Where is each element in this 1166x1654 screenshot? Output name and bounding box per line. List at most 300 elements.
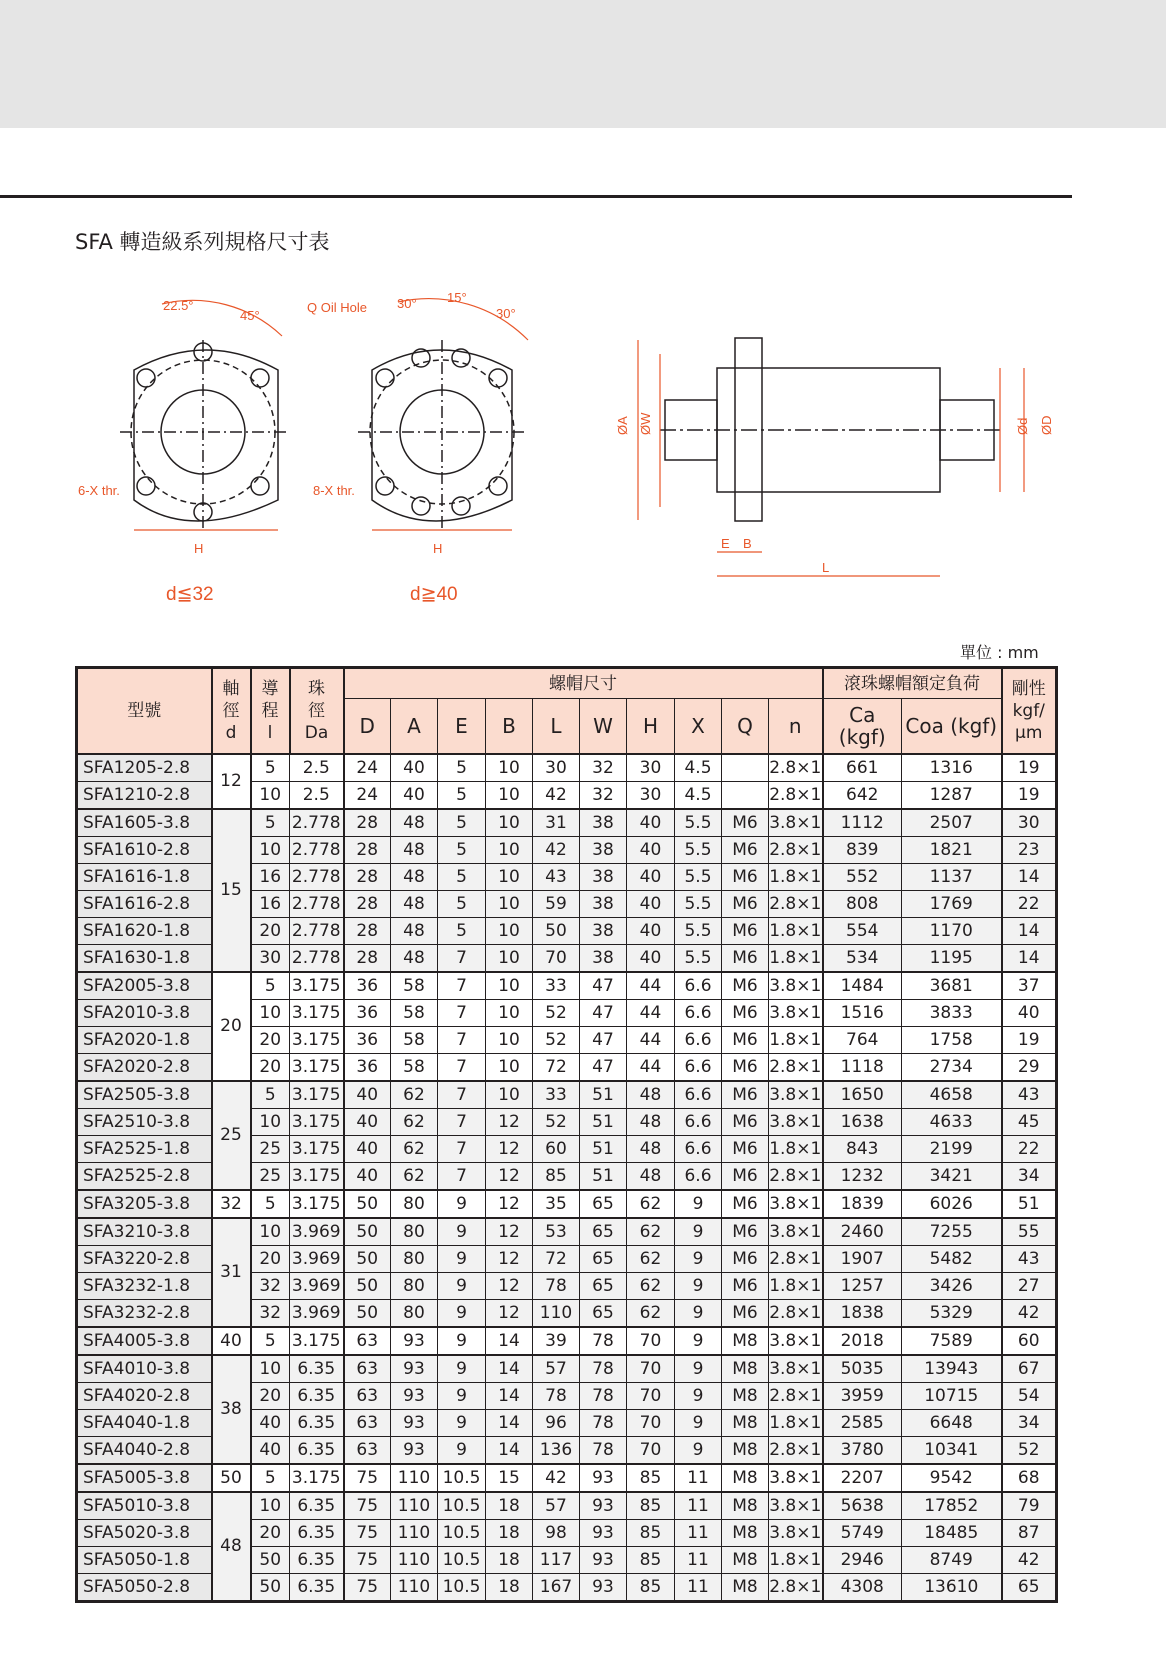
value-cell: 2.8×1 <box>769 781 823 809</box>
value-cell: 43 <box>1002 1081 1057 1109</box>
value-cell: 6.35 <box>290 1573 344 1601</box>
value-cell: 5 <box>438 863 486 890</box>
value-cell: 30 <box>251 944 290 972</box>
dim-label: E <box>721 536 730 551</box>
value-cell: 85 <box>627 1492 675 1520</box>
value-cell: 5 <box>251 1081 290 1109</box>
value-cell: 3.969 <box>290 1245 344 1272</box>
value-cell: 5.5 <box>675 944 722 972</box>
value-cell: 93 <box>391 1355 438 1383</box>
value-cell: 93 <box>391 1436 438 1464</box>
flange-view-small <box>120 340 286 530</box>
value-cell: 3426 <box>902 1272 1002 1299</box>
value-cell: 11 <box>675 1464 722 1492</box>
value-cell: 40 <box>627 890 675 917</box>
value-cell: 93 <box>580 1464 627 1492</box>
value-cell: M8 <box>722 1519 769 1546</box>
value-cell: 14 <box>486 1355 533 1383</box>
value-cell: 58 <box>391 1053 438 1081</box>
ball-nut-drawing <box>0 280 1166 620</box>
value-cell: 51 <box>580 1135 627 1162</box>
value-cell: 63 <box>344 1355 391 1383</box>
value-cell: 11 <box>675 1519 722 1546</box>
value-cell: 18 <box>486 1573 533 1601</box>
value-cell: 5329 <box>902 1299 1002 1327</box>
value-cell: 57 <box>533 1355 580 1383</box>
value-cell: 50 <box>533 917 580 944</box>
value-cell: 50 <box>251 1573 290 1601</box>
value-cell: 5 <box>438 890 486 917</box>
value-cell: 2.8×1 <box>769 1436 823 1464</box>
value-cell: 3.175 <box>290 1053 344 1081</box>
table-row <box>77 1081 1057 1109</box>
value-cell: 85 <box>627 1464 675 1492</box>
value-cell: 9 <box>675 1218 722 1246</box>
value-cell: 10 <box>251 1218 290 1246</box>
value-cell: 50 <box>344 1272 391 1299</box>
value-cell: 19 <box>1002 754 1057 782</box>
value-cell: 12 <box>486 1108 533 1135</box>
value-cell: 2.8×1 <box>769 1382 823 1409</box>
value-cell: 19 <box>1002 1026 1057 1053</box>
value-cell: 35 <box>533 1190 580 1218</box>
model-cell: SFA3220-2.8 <box>77 1245 212 1272</box>
model-cell: SFA1205-2.8 <box>77 754 212 782</box>
value-cell: 70 <box>627 1382 675 1409</box>
value-cell: 4.5 <box>675 754 722 782</box>
value-cell: M8 <box>722 1409 769 1436</box>
oil-hole-label: Q Oil Hole <box>307 300 367 315</box>
col-x: X <box>675 699 722 754</box>
value-cell: 6.6 <box>675 972 722 1000</box>
angle-label: 22.5° <box>163 298 194 313</box>
value-cell: 51 <box>580 1162 627 1190</box>
value-cell: M8 <box>722 1464 769 1492</box>
value-cell: 3.175 <box>290 1190 344 1218</box>
value-cell: 1.8×1 <box>769 863 823 890</box>
value-cell: 72 <box>533 1245 580 1272</box>
value-cell: 10 <box>486 890 533 917</box>
value-cell: 1.8×1 <box>769 1546 823 1573</box>
dim-label: ØW <box>638 412 653 435</box>
value-cell: 3.175 <box>290 972 344 1000</box>
col-h: H <box>627 699 675 754</box>
value-cell: 19 <box>1002 781 1057 809</box>
value-cell: 9 <box>438 1190 486 1218</box>
value-cell: 10 <box>486 944 533 972</box>
value-cell: 5 <box>438 754 486 782</box>
value-cell: M6 <box>722 1272 769 1299</box>
value-cell: 5749 <box>823 1519 902 1546</box>
value-cell: 36 <box>344 999 391 1026</box>
value-cell: 62 <box>391 1162 438 1190</box>
col-l: L <box>533 699 580 754</box>
value-cell: 2.778 <box>290 863 344 890</box>
value-cell: 18 <box>486 1519 533 1546</box>
value-cell: 62 <box>627 1245 675 1272</box>
value-cell: 5 <box>438 781 486 809</box>
value-cell: 28 <box>344 836 391 863</box>
value-cell: 42 <box>533 781 580 809</box>
value-cell: 12 <box>486 1272 533 1299</box>
value-cell: 40 <box>344 1135 391 1162</box>
value-cell: 1287 <box>902 781 1002 809</box>
value-cell: 36 <box>344 972 391 1000</box>
value-cell: 34 <box>1002 1162 1057 1190</box>
value-cell: 1.8×1 <box>769 1409 823 1436</box>
shaft-diameter-cell: 15 <box>212 809 251 972</box>
value-cell: 110 <box>391 1519 438 1546</box>
value-cell: 7255 <box>902 1218 1002 1246</box>
value-cell: 14 <box>486 1409 533 1436</box>
value-cell: 9 <box>438 1409 486 1436</box>
value-cell: 47 <box>580 1053 627 1081</box>
value-cell: 1195 <box>902 944 1002 972</box>
value-cell: 78 <box>533 1382 580 1409</box>
value-cell: 3.8×1 <box>769 1492 823 1520</box>
value-cell: 1.8×1 <box>769 1272 823 1299</box>
value-cell: 32 <box>251 1272 290 1299</box>
value-cell: 7 <box>438 1053 486 1081</box>
value-cell: 93 <box>580 1492 627 1520</box>
value-cell: M6 <box>722 809 769 837</box>
value-cell: 52 <box>1002 1436 1057 1464</box>
value-cell: 38 <box>580 917 627 944</box>
value-cell: 6.6 <box>675 1053 722 1081</box>
value-cell: 52 <box>533 1108 580 1135</box>
value-cell: 22 <box>1002 890 1057 917</box>
value-cell: 40 <box>251 1436 290 1464</box>
value-cell: M8 <box>722 1382 769 1409</box>
header-band <box>0 0 1166 128</box>
value-cell: 10 <box>486 809 533 837</box>
value-cell: 17852 <box>902 1492 1002 1520</box>
value-cell: 20 <box>251 917 290 944</box>
model-cell: SFA4020-2.8 <box>77 1382 212 1409</box>
value-cell: 38 <box>580 944 627 972</box>
value-cell: 38 <box>580 809 627 837</box>
value-cell: 28 <box>344 863 391 890</box>
value-cell: 6.35 <box>290 1492 344 1520</box>
value-cell: 7 <box>438 999 486 1026</box>
value-cell: 78 <box>580 1355 627 1383</box>
value-cell: 14 <box>1002 917 1057 944</box>
value-cell: 5 <box>251 1464 290 1492</box>
value-cell: 1484 <box>823 972 902 1000</box>
value-cell: 60 <box>533 1135 580 1162</box>
value-cell: 7 <box>438 1108 486 1135</box>
value-cell: 1.8×1 <box>769 944 823 972</box>
value-cell: 43 <box>1002 1245 1057 1272</box>
value-cell: 42 <box>1002 1299 1057 1327</box>
value-cell: M6 <box>722 863 769 890</box>
value-cell: 93 <box>580 1519 627 1546</box>
value-cell: 32 <box>580 754 627 782</box>
model-cell: SFA1210-2.8 <box>77 781 212 809</box>
value-cell: 10341 <box>902 1436 1002 1464</box>
value-cell: 28 <box>344 944 391 972</box>
value-cell: 50 <box>344 1218 391 1246</box>
value-cell: 12 <box>486 1218 533 1246</box>
value-cell: 12 <box>486 1162 533 1190</box>
value-cell: 2585 <box>823 1409 902 1436</box>
title-rule <box>0 195 1072 198</box>
value-cell: 9 <box>675 1245 722 1272</box>
model-cell: SFA1605-3.8 <box>77 809 212 837</box>
value-cell: 3.969 <box>290 1299 344 1327</box>
value-cell: 3.175 <box>290 1327 344 1355</box>
model-cell: SFA2005-3.8 <box>77 972 212 1000</box>
value-cell: 93 <box>580 1573 627 1601</box>
value-cell: 93 <box>580 1546 627 1573</box>
value-cell: 52 <box>533 1026 580 1053</box>
value-cell: 10.5 <box>438 1546 486 1573</box>
value-cell: 50 <box>344 1190 391 1218</box>
value-cell: 3.8×1 <box>769 1081 823 1109</box>
value-cell: 1.8×1 <box>769 917 823 944</box>
value-cell: 2.778 <box>290 917 344 944</box>
value-cell: 110 <box>391 1573 438 1601</box>
value-cell: 12 <box>486 1190 533 1218</box>
value-cell: 554 <box>823 917 902 944</box>
value-cell: 58 <box>391 999 438 1026</box>
value-cell: 1821 <box>902 836 1002 863</box>
model-cell: SFA5020-3.8 <box>77 1519 212 1546</box>
value-cell: M6 <box>722 944 769 972</box>
value-cell: 2.8×1 <box>769 890 823 917</box>
value-cell: 2.778 <box>290 944 344 972</box>
value-cell: 9 <box>438 1436 486 1464</box>
flange-view-large <box>358 340 524 530</box>
page-title: SFA 轉造級系列規格尺寸表 <box>75 230 330 254</box>
value-cell: 48 <box>627 1081 675 1109</box>
value-cell: 3.175 <box>290 999 344 1026</box>
value-cell: 7 <box>438 1135 486 1162</box>
shaft-diameter-cell: 50 <box>212 1464 251 1492</box>
col-stiffness: 剛性 kgf/ μm <box>1002 668 1057 754</box>
col-coa: Coa (kgf) <box>902 699 1002 754</box>
value-cell: 31 <box>533 809 580 837</box>
value-cell: 62 <box>627 1218 675 1246</box>
value-cell: 10 <box>251 1492 290 1520</box>
value-cell: 3.175 <box>290 1081 344 1109</box>
value-cell: 10 <box>486 1081 533 1109</box>
value-cell: 2946 <box>823 1546 902 1573</box>
value-cell: 5.5 <box>675 809 722 837</box>
value-cell: 48 <box>391 917 438 944</box>
value-cell: 5482 <box>902 1245 1002 1272</box>
value-cell: 2507 <box>902 809 1002 837</box>
value-cell: 10 <box>251 781 290 809</box>
model-cell: SFA2510-3.8 <box>77 1108 212 1135</box>
value-cell: 2.8×1 <box>769 754 823 782</box>
value-cell: 50 <box>344 1245 391 1272</box>
col-d: D <box>344 699 391 754</box>
value-cell: 14 <box>486 1436 533 1464</box>
value-cell: 40 <box>627 836 675 863</box>
value-cell: 93 <box>391 1409 438 1436</box>
value-cell: 40 <box>251 1409 290 1436</box>
value-cell: 93 <box>391 1382 438 1409</box>
value-cell: 27 <box>1002 1272 1057 1299</box>
value-cell: 1316 <box>902 754 1002 782</box>
value-cell: 5 <box>438 836 486 863</box>
value-cell: 5.5 <box>675 836 722 863</box>
value-cell: 14 <box>486 1382 533 1409</box>
table-row <box>77 1355 1057 1383</box>
value-cell: 1516 <box>823 999 902 1026</box>
model-cell: SFA5050-2.8 <box>77 1573 212 1601</box>
value-cell: 40 <box>344 1108 391 1135</box>
value-cell: 9 <box>438 1218 486 1246</box>
value-cell: 2.8×1 <box>769 1299 823 1327</box>
value-cell: 4658 <box>902 1081 1002 1109</box>
value-cell: 12 <box>486 1135 533 1162</box>
dim-label: L <box>822 560 830 575</box>
model-cell: SFA1616-2.8 <box>77 890 212 917</box>
value-cell: 48 <box>627 1135 675 1162</box>
value-cell: 1170 <box>902 917 1002 944</box>
shaft-diameter-cell: 40 <box>212 1327 251 1355</box>
value-cell: 6.6 <box>675 1108 722 1135</box>
col-model: 型號 <box>77 668 212 754</box>
value-cell: 79 <box>1002 1492 1057 1520</box>
value-cell: 2207 <box>823 1464 902 1492</box>
value-cell: 10 <box>486 754 533 782</box>
value-cell: 20 <box>251 1026 290 1053</box>
value-cell: 33 <box>533 972 580 1000</box>
value-cell: 1257 <box>823 1272 902 1299</box>
col-e: E <box>438 699 486 754</box>
value-cell: 6.6 <box>675 1026 722 1053</box>
value-cell: 10 <box>486 999 533 1026</box>
value-cell: M6 <box>722 890 769 917</box>
side-view <box>660 338 1000 521</box>
value-cell: 33 <box>533 1081 580 1109</box>
model-cell: SFA5010-3.8 <box>77 1492 212 1520</box>
value-cell: 10 <box>486 781 533 809</box>
value-cell: 65 <box>580 1272 627 1299</box>
value-cell: 16 <box>251 863 290 890</box>
value-cell: 80 <box>391 1272 438 1299</box>
value-cell: 839 <box>823 836 902 863</box>
value-cell: 10 <box>486 1053 533 1081</box>
model-cell: SFA5005-3.8 <box>77 1464 212 1492</box>
value-cell: 48 <box>391 944 438 972</box>
value-cell: 9 <box>438 1272 486 1299</box>
value-cell: 110 <box>533 1299 580 1327</box>
value-cell: 10.5 <box>438 1519 486 1546</box>
value-cell: 78 <box>580 1327 627 1355</box>
value-cell: 30 <box>627 781 675 809</box>
value-cell: 6.35 <box>290 1355 344 1383</box>
value-cell: 48 <box>391 836 438 863</box>
value-cell: 20 <box>251 1053 290 1081</box>
value-cell: 2.778 <box>290 836 344 863</box>
value-cell: 3.8×1 <box>769 1190 823 1218</box>
value-cell: 15 <box>486 1464 533 1492</box>
value-cell: 3681 <box>902 972 1002 1000</box>
value-cell: 10 <box>486 836 533 863</box>
value-cell: 2018 <box>823 1327 902 1355</box>
value-cell: 62 <box>627 1272 675 1299</box>
value-cell: 70 <box>627 1436 675 1464</box>
model-cell: SFA3205-3.8 <box>77 1190 212 1218</box>
value-cell: M6 <box>722 1299 769 1327</box>
table-row <box>77 1190 1057 1218</box>
col-q: Q <box>722 699 769 754</box>
value-cell: 3.8×1 <box>769 999 823 1026</box>
col-ball: 珠 徑 Da <box>290 668 344 754</box>
value-cell: 36 <box>344 1053 391 1081</box>
thread-label: 6-X thr. <box>78 483 120 498</box>
value-cell: 2.778 <box>290 809 344 837</box>
value-cell: 80 <box>391 1190 438 1218</box>
value-cell: 10.5 <box>438 1573 486 1601</box>
value-cell: 51 <box>580 1081 627 1109</box>
value-cell: 20 <box>251 1519 290 1546</box>
value-cell: 34 <box>1002 1409 1057 1436</box>
dim-label: ØD <box>1039 415 1054 435</box>
value-cell: M8 <box>722 1492 769 1520</box>
value-cell: M6 <box>722 917 769 944</box>
value-cell: 38 <box>580 836 627 863</box>
value-cell: 47 <box>580 1026 627 1053</box>
value-cell: 1232 <box>823 1162 902 1190</box>
value-cell: 2.8×1 <box>769 1573 823 1601</box>
unit-label: 單位 : mm <box>960 643 1039 662</box>
value-cell: 1137 <box>902 863 1002 890</box>
value-cell: 6.6 <box>675 1081 722 1109</box>
value-cell: 10715 <box>902 1382 1002 1409</box>
value-cell: 80 <box>391 1218 438 1246</box>
value-cell: 18 <box>486 1492 533 1520</box>
value-cell: 23 <box>1002 836 1057 863</box>
value-cell: 5 <box>251 1190 290 1218</box>
value-cell: 6.35 <box>290 1409 344 1436</box>
value-cell: 30 <box>627 754 675 782</box>
value-cell: 9542 <box>902 1464 1002 1492</box>
model-cell: SFA4005-3.8 <box>77 1327 212 1355</box>
value-cell: 7 <box>438 1081 486 1109</box>
value-cell: 11 <box>675 1546 722 1573</box>
value-cell: 43 <box>533 863 580 890</box>
value-cell: 2.8×1 <box>769 1053 823 1081</box>
col-w: W <box>580 699 627 754</box>
value-cell: 50 <box>251 1546 290 1573</box>
value-cell: M6 <box>722 1162 769 1190</box>
value-cell: 85 <box>627 1573 675 1601</box>
value-cell: 9 <box>675 1355 722 1383</box>
value-cell: 18485 <box>902 1519 1002 1546</box>
col-ca: Ca (kgf) <box>823 699 902 754</box>
value-cell: 3.969 <box>290 1218 344 1246</box>
col-b: B <box>486 699 533 754</box>
value-cell: 70 <box>533 944 580 972</box>
value-cell: 62 <box>391 1081 438 1109</box>
value-cell: 93 <box>391 1327 438 1355</box>
value-cell: 3.8×1 <box>769 1327 823 1355</box>
value-cell: M6 <box>722 836 769 863</box>
value-cell: M6 <box>722 999 769 1026</box>
angle-label: 15° <box>447 290 467 305</box>
table-row <box>77 1464 1057 1492</box>
value-cell: 2.8×1 <box>769 1162 823 1190</box>
value-cell: 5.5 <box>675 890 722 917</box>
model-cell: SFA4040-1.8 <box>77 1409 212 1436</box>
value-cell: 2.778 <box>290 890 344 917</box>
value-cell: 63 <box>344 1382 391 1409</box>
